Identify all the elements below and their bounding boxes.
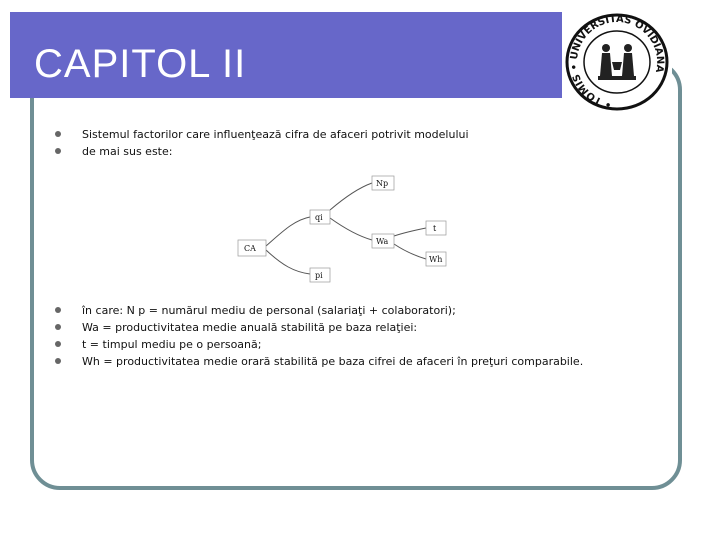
factor-tree-diagram [232,170,452,294]
seal-text: • TOMIS • UNIVERSITAS OVIDIANA [568,13,666,110]
bullet-icon [55,131,61,137]
list-item: Wh = productivitatea medie orară stabilită pe baza cifrei de afaceri în preţuri comparabile. [55,353,583,370]
slide-title: CAPITOL II [34,42,247,86]
list-item: în care: N p = numărul mediu de personal (salariaţi + colaboratori); [55,302,583,319]
node-pi: pi [315,271,323,280]
bullet-icon [55,324,61,330]
bullet-icon [55,341,61,347]
list-item: Sistemul factorilor care influenţează cifra de afaceri potrivit modelului [55,126,469,143]
edge-ca-pi [266,250,310,274]
list-item: Wa = productivitatea medie anuală stabilită pe baza relaţiei: [55,319,583,336]
edge-ca-qi [266,217,310,246]
list-item: de mai sus este: [55,143,469,160]
node-qi: qi [315,213,323,222]
university-seal-icon [562,10,672,114]
edge-qi-wa [330,218,372,240]
edge-qi-np [330,183,372,210]
bullet-icon [55,307,61,313]
node-wh: Wh [429,255,443,264]
edge-wa-wh [394,244,426,259]
edge-wa-t [394,228,426,236]
list-item: t = timpul mediu pe o persoană; [55,336,583,353]
intro-list [55,126,469,160]
node-t: t [433,224,437,233]
definition-list [55,302,583,370]
bullet-icon [55,358,61,364]
bullet-icon [55,148,61,154]
node-wa: Wa [376,237,389,246]
node-np: Np [376,179,389,188]
node-ca: CA [244,244,256,253]
